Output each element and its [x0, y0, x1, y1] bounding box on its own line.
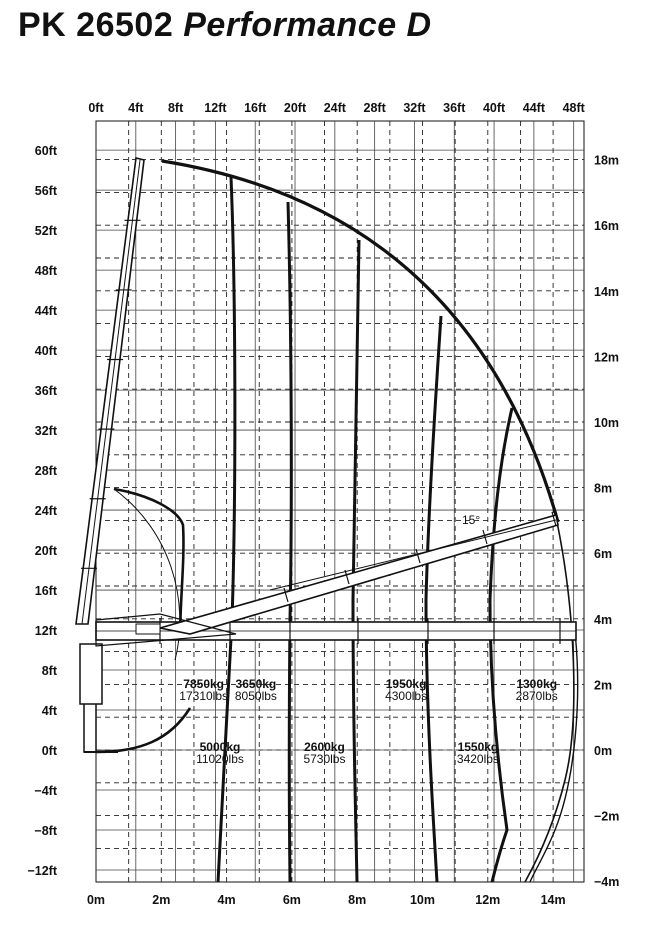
y-tick-m: 18m	[594, 153, 620, 168]
x-tick-ft: 8ft	[167, 101, 184, 115]
boom-vertical-inner	[82, 160, 140, 624]
y-tick-ft: 4ft	[41, 704, 57, 719]
load-curves	[96, 161, 578, 882]
x-tick-m: 2m	[152, 893, 171, 907]
y-tick-m: 14m	[594, 284, 620, 299]
x-tick-ft: 36ft	[443, 101, 466, 115]
y-tick-ft: 20ft	[34, 544, 57, 559]
capacity-kg-label: 1300kg	[516, 677, 558, 691]
y-tick-ft: −4ft	[34, 783, 57, 798]
y-tick-ft: 36ft	[34, 384, 57, 399]
capacity-kg-label: 1550kg	[457, 740, 499, 754]
boom-brand-plate	[136, 624, 160, 634]
y-tick-m: 8m	[594, 481, 613, 496]
plot-frame	[96, 121, 584, 882]
chart-grid	[96, 121, 584, 882]
boom-vertical	[76, 158, 144, 624]
y-tick-m: 0m	[594, 744, 613, 758]
y-tick-m: −2m	[594, 809, 620, 824]
y-tick-m: 6m	[594, 547, 613, 562]
y-tick-m: −4m	[594, 875, 620, 890]
y-tick-m: 12m	[594, 350, 620, 365]
x-tick-ft: 16ft	[244, 101, 267, 115]
x-tick-m: 12m	[475, 893, 501, 907]
boom-15deg-inner	[270, 520, 556, 590]
capacity-kg-label: 2600kg	[304, 740, 345, 754]
y-tick-m: 4m	[594, 612, 613, 627]
y-tick-ft: 44ft	[34, 304, 57, 319]
y-tick-ft: 12ft	[34, 624, 57, 639]
boom-15deg	[160, 515, 558, 634]
x-tick-m: 14m	[540, 893, 566, 907]
x-tick-ft: 24ft	[323, 101, 346, 115]
x-tick-m: 8m	[348, 893, 367, 907]
x-tick-m: 6m	[282, 893, 301, 907]
capacity-lbs-label: 4300lbs	[385, 689, 428, 703]
x-tick-ft: 0ft	[88, 101, 104, 115]
x-tick-ft: 48ft	[562, 101, 585, 115]
y-tick-ft: 16ft	[34, 584, 57, 599]
x-tick-ft: 44ft	[522, 101, 545, 115]
x-tick-ft: 40ft	[482, 101, 506, 115]
chart-title-variant: Performance D	[183, 6, 432, 44]
y-tick-ft: 32ft	[34, 424, 57, 439]
y-tick-ft: −12ft	[27, 863, 57, 878]
capacity-lbs-label: 2870lbs	[515, 689, 558, 703]
y-tick-ft: 40ft	[34, 344, 57, 359]
x-tick-ft: 20ft	[283, 101, 307, 115]
lower-envelope-2	[530, 632, 578, 882]
capacity-kg-label: 3650kg	[235, 677, 277, 691]
y-tick-ft: −8ft	[34, 823, 57, 838]
envelope-arc	[162, 161, 558, 522]
y-tick-ft: 52ft	[34, 224, 57, 239]
capacity-lbs-label: 5730lbs	[303, 752, 346, 766]
y-tick-ft: 24ft	[34, 504, 57, 519]
capacity-boundary	[426, 316, 441, 882]
capacity-lbs-label: 8050lbs	[234, 689, 277, 703]
x-tick-ft: 28ft	[363, 101, 386, 115]
x-tick-m: 4m	[217, 893, 236, 907]
y-tick-ft: 60ft	[34, 144, 57, 159]
capacity-lbs-label: 11020lbs	[196, 752, 244, 766]
x-tick-ft: 32ft	[403, 101, 426, 115]
y-tick-m: 16m	[594, 219, 620, 234]
chart-title-model: PK 26502	[18, 6, 174, 44]
capacity-boundary	[288, 202, 291, 882]
x-tick-m: 0m	[86, 893, 106, 907]
y-tick-ft: 0ft	[41, 744, 57, 758]
capacity-kg-label: 7850kg	[183, 677, 225, 691]
y-tick-ft: 56ft	[34, 184, 57, 199]
boom-angle-label: 15°	[462, 513, 481, 527]
capacity-boundary	[490, 408, 512, 882]
capacity-lbs-label: 17310lbs	[179, 689, 229, 703]
capacity-lbs-label: 3420lbs	[456, 752, 499, 766]
y-tick-ft: 48ft	[34, 264, 57, 279]
capacity-boundary	[353, 240, 359, 882]
x-tick-m: 10m	[409, 893, 436, 907]
y-tick-ft: 8ft	[41, 664, 57, 679]
capacity-kg-label: 5000kg	[199, 740, 241, 754]
capacity-kg-label: 1950kg	[385, 677, 427, 691]
crane-post	[80, 644, 102, 704]
chart-labels	[27, 101, 619, 907]
y-tick-m: 10m	[594, 416, 620, 430]
y-tick-ft: 28ft	[34, 464, 57, 479]
y-tick-m: 2m	[594, 678, 613, 693]
x-tick-ft: 12ft	[204, 101, 227, 115]
crane-column	[84, 700, 96, 752]
x-tick-ft: 4ft	[128, 101, 144, 115]
